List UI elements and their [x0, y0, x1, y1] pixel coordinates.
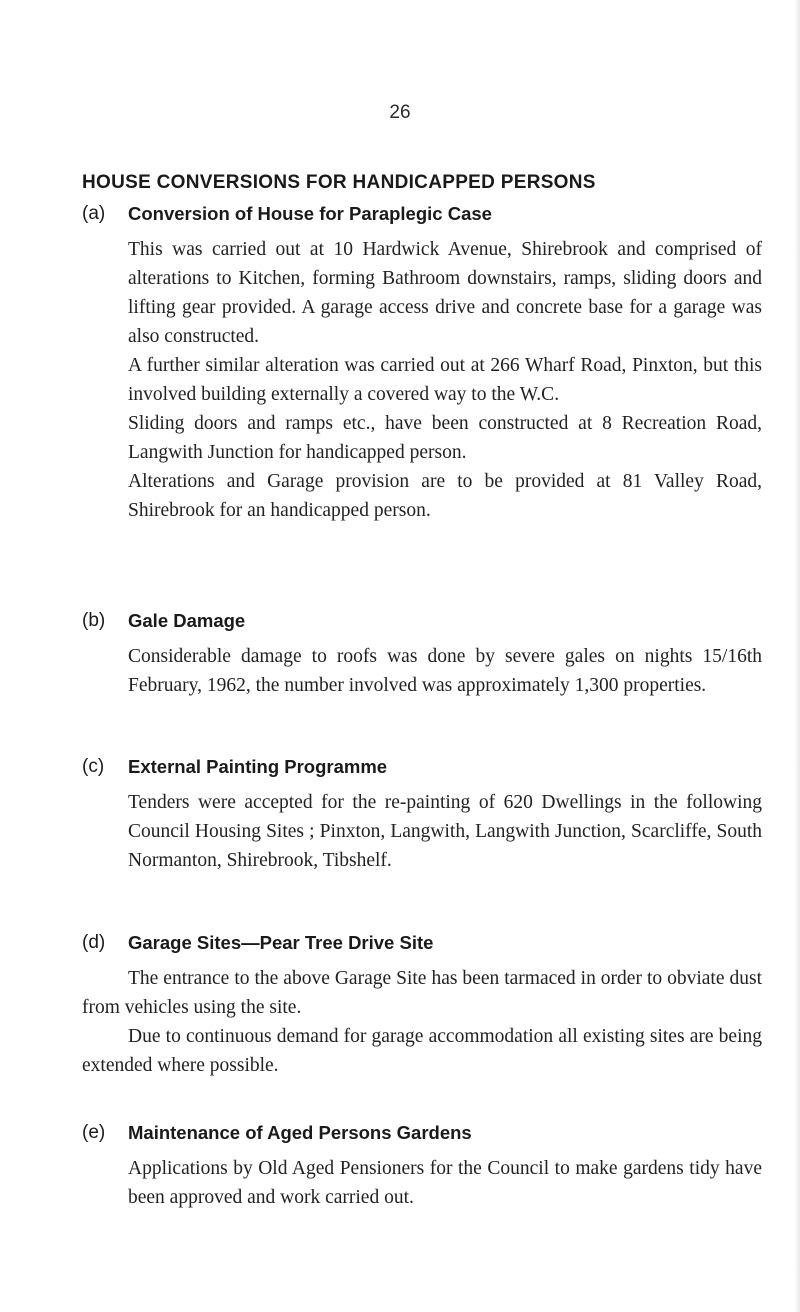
- section-a-letter: (a): [82, 203, 106, 224]
- section-b-header: [82, 610, 762, 642]
- section-d-title: Garage Sites—Pear Tree Drive Site: [128, 932, 434, 953]
- section-e-paragraph-1: Applications by Old Aged Pensioners for the Council to make gardens tidy have been approved and work carried out.: [128, 1158, 762, 1208]
- section-c-paragraph-1: Tenders were accepted for the re-painting of 620 Dwellings in the following Council Housing Sites ; Pinxton, Langwith, Langwith Junction, Scarcliffe, South Normanton, Shirebrook, Tibshelf.: [128, 792, 762, 871]
- section-a-paragraph-4: Alterations and Garage provision are to be provided at 81 Valley Road, Shirebrook for an handicapped person.: [128, 471, 762, 521]
- section-d-paragraph-1: The entrance to the above Garage Site has been tarmaced in order to obviate dust from vehicles using the site.: [82, 968, 762, 1018]
- section-a-paragraph-2: A further similar alteration was carried out at 266 Wharf Road, Pinxton, but this involved building externally a covered way to the W.C.: [128, 355, 762, 405]
- section-c: [82, 756, 762, 875]
- section-b-letter: (b): [82, 610, 106, 631]
- section-e-title: Maintenance of Aged Persons Gardens: [128, 1122, 472, 1143]
- section-b: [82, 610, 762, 700]
- section-a-title: Conversion of House for Paraplegic Case: [128, 203, 492, 224]
- section-e-header: [82, 1122, 762, 1154]
- section-c-letter: (c): [82, 756, 105, 777]
- section-e-letter: (e): [82, 1122, 106, 1143]
- section-a-paragraph-1: This was carried out at 10 Hardwick Avenue, Shirebrook and comprised of alterations to Kitchen, forming Bathroom downstairs, ramps, sliding doors and lifting gear provided. A garage access drive and concrete base for a garage was also constructed.: [128, 239, 762, 347]
- section-b-title: Gale Damage: [128, 610, 246, 631]
- section-c-title: External Painting Programme: [128, 756, 388, 777]
- section-c-header: [82, 756, 762, 788]
- page-number: 26: [389, 102, 411, 123]
- section-d-paragraph-2: Due to continuous demand for garage accommodation all existing sites are being extended where possible.: [82, 1026, 762, 1076]
- page-edge-shadow: [794, 0, 800, 1312]
- section-e: [82, 1122, 762, 1212]
- section-d: [82, 932, 762, 1080]
- section-a-header: [82, 203, 762, 235]
- section-d-letter: (d): [82, 932, 106, 953]
- section-b-paragraph-1: Considerable damage to roofs was done by severe gales on nights 15/16th February, 1962, the number involved was approximately 1,300 properties.: [128, 646, 762, 696]
- section-a: [82, 203, 762, 525]
- section-a-paragraph-3: Sliding doors and ramps etc., have been constructed at 8 Recreation Road, Langwith Junction for handicapped person.: [128, 413, 762, 463]
- section-d-header: [82, 932, 762, 964]
- page-heading: HOUSE CONVERSIONS FOR HANDICAPPED PERSONS: [82, 172, 596, 193]
